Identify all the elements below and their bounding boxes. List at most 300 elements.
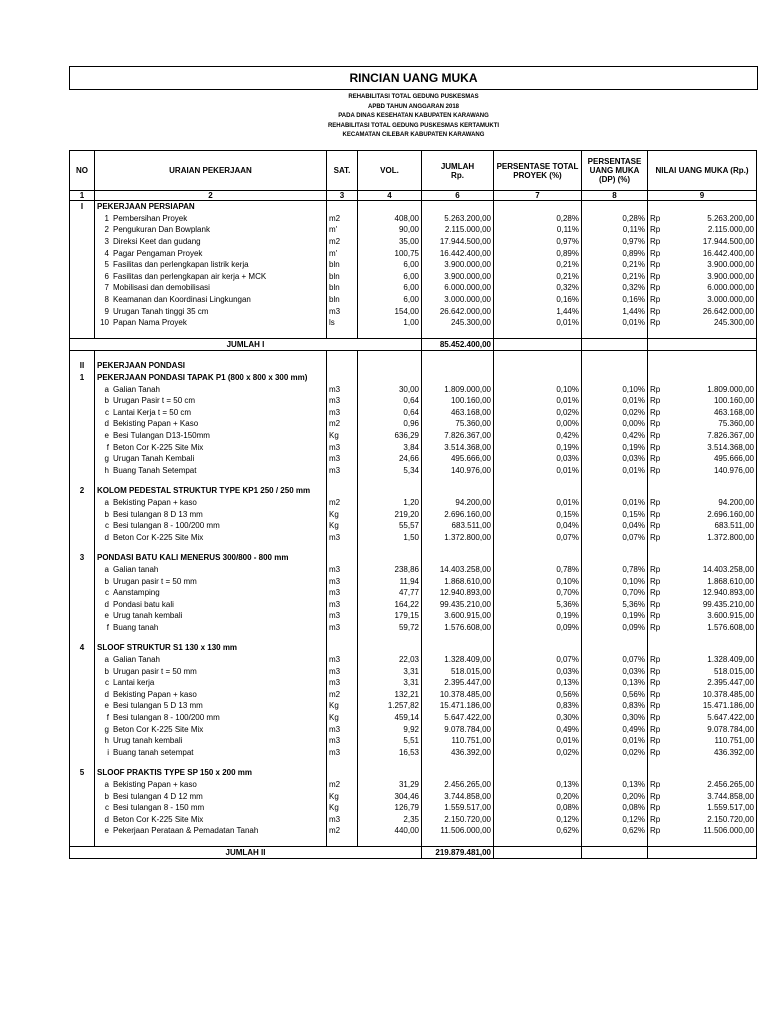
item-percent-dp: 1,44%: [582, 305, 648, 317]
item-amount: 16.442.400,00: [422, 247, 494, 259]
item-label: Buang tanah: [113, 622, 159, 632]
currency-label: Rp: [650, 419, 661, 429]
empty-cell: [70, 418, 95, 430]
item-label: Papan Nama Proyek: [113, 318, 187, 328]
currency-label: Rp: [650, 532, 661, 542]
item-unit: bln: [327, 282, 358, 294]
item-subnumber: g: [104, 454, 109, 464]
item-percent-dp: 0,62%: [582, 825, 648, 837]
empty-cell: [358, 633, 422, 642]
empty-cell: [70, 224, 95, 236]
empty-cell: [648, 485, 757, 497]
item-label: Besi tulangan 8 - 100/200 mm: [113, 521, 220, 531]
empty-cell: [494, 837, 582, 847]
empty-cell: [70, 247, 95, 259]
item-percent-dp: 0,10%: [582, 383, 648, 395]
item-percent-total: 0,21%: [494, 271, 582, 283]
item-amount: 14.403.258,00: [422, 564, 494, 576]
item-percent-total: 0,19%: [494, 441, 582, 453]
item-percent-dp: 0,30%: [582, 712, 648, 724]
item-amount: 5.647.422,00: [422, 712, 494, 724]
item-subnumber: d: [104, 814, 109, 824]
item-percent-dp: 0,21%: [582, 259, 648, 271]
item-percent-total: 0,00%: [494, 418, 582, 430]
item-label: Urug tanah kembali: [113, 736, 183, 746]
header-jumlah: [422, 151, 494, 191]
item-advance-value: [648, 747, 757, 759]
item-volume: 164,22: [358, 598, 422, 610]
advance-value: 2.696.160,00: [707, 509, 754, 519]
item-volume: 440,00: [358, 825, 422, 837]
empty-cell: [422, 837, 494, 847]
blank-row: [70, 476, 757, 485]
item-label: Besi tulangan 5 D 13 mm: [113, 701, 203, 711]
item-unit: m3: [327, 441, 358, 453]
item-subnumber: g: [104, 724, 109, 734]
item-percent-dp: 0,56%: [582, 689, 648, 701]
item-advance-value: [648, 802, 757, 814]
item-subnumber: c: [105, 588, 109, 598]
item-description: [95, 294, 327, 306]
empty-cell: [494, 758, 582, 767]
item-label: Bekisting Papan + kaso: [113, 689, 197, 699]
item-unit: m3: [327, 814, 358, 826]
item-volume: 459,14: [358, 712, 422, 724]
empty-cell: [494, 485, 582, 497]
empty-cell: [494, 329, 582, 339]
empty-cell: [648, 846, 757, 859]
item-unit: m3: [327, 575, 358, 587]
item-percent-total: 0,78%: [494, 564, 582, 576]
item-description: [95, 747, 327, 759]
table-header-row: [70, 151, 757, 191]
item-amount: 436.392,00: [422, 747, 494, 759]
table-row: [70, 665, 757, 677]
item-subnumber: a: [104, 655, 109, 665]
item-percent-dp: 0,97%: [582, 236, 648, 248]
section-title: PEKERJAAN PONDASI: [95, 360, 327, 372]
item-advance-value: [648, 654, 757, 666]
item-subnumber: h: [104, 465, 109, 475]
empty-cell: [70, 677, 95, 689]
item-advance-value: [648, 464, 757, 476]
item-amount: 1.576.608,00: [422, 622, 494, 634]
empty-cell: [70, 338, 422, 351]
item-percent-total: 0,20%: [494, 790, 582, 802]
item-description: [95, 395, 327, 407]
item-amount: 495.666,00: [422, 453, 494, 465]
advance-value: 683.511,00: [714, 521, 754, 531]
item-unit: m3: [327, 531, 358, 543]
table-row: [70, 677, 757, 689]
item-unit: Kg: [327, 520, 358, 532]
item-unit: m2: [327, 236, 358, 248]
item-percent-dp: 0,01%: [582, 497, 648, 509]
currency-label: Rp: [650, 701, 661, 711]
blank-row: [70, 837, 757, 847]
item-unit: Kg: [327, 430, 358, 442]
item-percent-total: 0,13%: [494, 677, 582, 689]
header-nilai: NILAI UANG MUKA (Rp.): [648, 151, 757, 191]
item-unit: m2: [327, 497, 358, 509]
item-subnumber: e: [104, 430, 109, 440]
currency-label: Rp: [650, 396, 661, 406]
currency-label: Rp: [650, 295, 661, 305]
item-unit: m2: [327, 213, 358, 225]
empty-cell: [358, 642, 422, 654]
item-advance-value: [648, 407, 757, 419]
item-percent-dp: 0,01%: [582, 464, 648, 476]
item-amount: 2.696.160,00: [422, 508, 494, 520]
blank-row: [70, 351, 757, 361]
item-unit: m3: [327, 610, 358, 622]
currency-label: Rp: [650, 430, 661, 440]
item-advance-value: [648, 700, 757, 712]
advance-value: 12.940.893,00: [702, 588, 754, 598]
item-subnumber: c: [105, 521, 109, 531]
item-advance-value: [648, 294, 757, 306]
empty-cell: [70, 464, 95, 476]
table-row: [70, 723, 757, 735]
item-percent-total: 0,13%: [494, 779, 582, 791]
item-amount: 3.900.000,00: [422, 271, 494, 283]
blank-row: [70, 758, 757, 767]
item-percent-dp: 0,02%: [582, 407, 648, 419]
currency-label: Rp: [650, 465, 661, 475]
item-subnumber: 1: [104, 213, 109, 223]
item-advance-value: [648, 587, 757, 599]
item-subnumber: d: [104, 599, 109, 609]
advance-value: 3.514.368,00: [707, 442, 754, 452]
column-number: 8: [582, 191, 648, 201]
row-number: II: [70, 360, 95, 372]
item-amount: 12.940.893,00: [422, 587, 494, 599]
section-title: PONDASI BATU KALI MENERUS 300/800 - 800 mm: [95, 552, 327, 564]
item-description: [95, 575, 327, 587]
empty-cell: [70, 476, 95, 485]
empty-cell: [70, 383, 95, 395]
currency-label: Rp: [650, 588, 661, 598]
currency-label: Rp: [650, 318, 661, 328]
item-label: Bekisting Papan + Kaso: [113, 419, 199, 429]
item-percent-total: 0,56%: [494, 689, 582, 701]
item-description: [95, 598, 327, 610]
empty-cell: [358, 543, 422, 552]
item-percent-dp: 0,03%: [582, 665, 648, 677]
blank-row: [70, 543, 757, 552]
empty-cell: [70, 654, 95, 666]
advance-value: 15.471.186,00: [702, 701, 754, 711]
item-amount: 100.160,00: [422, 395, 494, 407]
item-description: [95, 564, 327, 576]
item-label: Lantai Kerja t = 50 cm: [113, 407, 192, 417]
item-percent-total: 0,70%: [494, 587, 582, 599]
empty-cell: [582, 329, 648, 339]
advance-value: 245.300,00: [713, 318, 754, 328]
item-description: [95, 213, 327, 225]
item-unit: m3: [327, 665, 358, 677]
empty-cell: [70, 497, 95, 509]
table-row: [70, 712, 757, 724]
advance-value: 14.403.258,00: [702, 564, 754, 574]
item-percent-dp: 5,36%: [582, 598, 648, 610]
item-volume: 0,64: [358, 407, 422, 419]
currency-label: Rp: [650, 564, 661, 574]
item-volume: 132,21: [358, 689, 422, 701]
item-unit: m3: [327, 723, 358, 735]
item-percent-dp: 0,89%: [582, 247, 648, 259]
item-amount: 3.514.368,00: [422, 441, 494, 453]
item-advance-value: [648, 622, 757, 634]
item-subnumber: d: [104, 419, 109, 429]
empty-cell: [648, 338, 757, 351]
item-subnumber: e: [104, 701, 109, 711]
item-subnumber: a: [104, 384, 109, 394]
section-row: [70, 767, 757, 779]
item-subnumber: e: [104, 611, 109, 621]
empty-cell: [95, 329, 327, 339]
empty-cell: [70, 735, 95, 747]
empty-cell: [358, 552, 422, 564]
item-subnumber: 4: [104, 248, 109, 258]
item-percent-dp: 0,04%: [582, 520, 648, 532]
empty-cell: [70, 407, 95, 419]
item-label: Buang tanah setempat: [113, 747, 194, 757]
empty-cell: [582, 372, 648, 384]
table-row: [70, 497, 757, 509]
table-row: [70, 700, 757, 712]
item-percent-total: 0,01%: [494, 395, 582, 407]
empty-cell: [327, 543, 358, 552]
empty-cell: [327, 758, 358, 767]
item-subnumber: 6: [104, 271, 109, 281]
item-subnumber: d: [104, 689, 109, 699]
section-row: [70, 201, 757, 213]
table-row: [70, 247, 757, 259]
item-amount: 10.378.485,00: [422, 689, 494, 701]
advance-value: 9.078.784,00: [707, 724, 754, 734]
table-row: [70, 598, 757, 610]
advance-value: 3.744.858,00: [707, 791, 754, 801]
item-advance-value: [648, 453, 757, 465]
item-percent-dp: 0,02%: [582, 747, 648, 759]
currency-label: Rp: [650, 655, 661, 665]
item-percent-total: 0,15%: [494, 508, 582, 520]
empty-cell: [95, 633, 327, 642]
item-unit: m2: [327, 418, 358, 430]
item-subnumber: f: [106, 442, 109, 452]
item-volume: 3,84: [358, 441, 422, 453]
advance-value: 75.360,00: [718, 419, 754, 429]
currency-label: Rp: [650, 237, 661, 247]
item-volume: 16,53: [358, 747, 422, 759]
empty-cell: [70, 622, 95, 634]
item-description: [95, 317, 327, 329]
table-row: [70, 689, 757, 701]
column-number: 3: [327, 191, 358, 201]
empty-cell: [327, 476, 358, 485]
item-percent-total: 0,03%: [494, 453, 582, 465]
item-percent-total: 0,01%: [494, 735, 582, 747]
item-label: Beton Cor K-225 Site Mix: [113, 724, 204, 734]
item-amount: 463.168,00: [422, 407, 494, 419]
empty-cell: [70, 598, 95, 610]
section-row: [70, 360, 757, 372]
advance-value: 110.751,00: [714, 736, 754, 746]
item-volume: 55,57: [358, 520, 422, 532]
currency-label: Rp: [650, 814, 661, 824]
empty-cell: [70, 259, 95, 271]
item-unit: m3: [327, 587, 358, 599]
item-description: [95, 224, 327, 236]
item-unit: m': [327, 247, 358, 259]
item-subnumber: b: [104, 666, 109, 676]
empty-cell: [582, 476, 648, 485]
empty-cell: [327, 485, 358, 497]
item-percent-total: 0,19%: [494, 610, 582, 622]
advance-value: 3.900.000,00: [707, 271, 754, 281]
advance-value: 1.328.409,00: [707, 655, 754, 665]
empty-cell: [327, 767, 358, 779]
item-label: Urugan pasir t = 50 mm: [113, 666, 197, 676]
empty-cell: [422, 758, 494, 767]
item-description: [95, 665, 327, 677]
item-description: [95, 305, 327, 317]
advance-value: 2.456.265,00: [707, 780, 754, 790]
item-label: Fasilitas dan perlengkapan air kerja + MCK: [113, 271, 267, 281]
item-description: [95, 723, 327, 735]
item-advance-value: [648, 689, 757, 701]
item-volume: 22,03: [358, 654, 422, 666]
table-row: [70, 395, 757, 407]
section-row: [70, 642, 757, 654]
currency-label: Rp: [650, 497, 661, 507]
currency-label: Rp: [650, 225, 661, 235]
advance-value: 3.000.000,00: [707, 295, 754, 305]
item-description: [95, 825, 327, 837]
item-description: [95, 453, 327, 465]
total-row: [70, 846, 757, 859]
item-percent-dp: 0,20%: [582, 790, 648, 802]
item-amount: 2.395.447,00: [422, 677, 494, 689]
table-row: [70, 747, 757, 759]
item-percent-dp: 0,19%: [582, 610, 648, 622]
column-number: 7: [494, 191, 582, 201]
item-volume: 126,79: [358, 802, 422, 814]
item-amount: 2.456.265,00: [422, 779, 494, 791]
item-volume: 6,00: [358, 282, 422, 294]
item-unit: bln: [327, 271, 358, 283]
empty-cell: [422, 767, 494, 779]
currency-label: Rp: [650, 791, 661, 801]
item-label: Pagar Pengaman Proyek: [113, 248, 203, 258]
empty-cell: [582, 338, 648, 351]
section-title: PEKERJAAN PONDASI TAPAK P1 (800 x 800 x 300 mm): [95, 372, 327, 384]
empty-cell: [70, 837, 95, 847]
item-advance-value: [648, 497, 757, 509]
advance-value: 10.378.485,00: [702, 689, 754, 699]
item-percent-total: 0,01%: [494, 497, 582, 509]
item-description: [95, 802, 327, 814]
item-advance-value: [648, 677, 757, 689]
item-advance-value: [648, 564, 757, 576]
total-amount: 219.879.481,00: [422, 846, 494, 859]
empty-cell: [358, 767, 422, 779]
item-advance-value: [648, 305, 757, 317]
empty-cell: [358, 476, 422, 485]
item-percent-dp: 0,15%: [582, 508, 648, 520]
item-advance-value: [648, 610, 757, 622]
item-percent-dp: 0,78%: [582, 564, 648, 576]
empty-cell: [648, 329, 757, 339]
item-label: Urugan Pasir t = 50 cm: [113, 396, 196, 406]
item-label: Bekisting Papan + kaso: [113, 780, 197, 790]
item-unit: bln: [327, 259, 358, 271]
item-label: Buang Tanah Setempat: [113, 465, 197, 475]
table-row: [70, 575, 757, 587]
item-label: Pengukuran Dan Bowplank: [113, 225, 210, 235]
column-number-row: [70, 191, 757, 201]
table-row: [70, 213, 757, 225]
item-percent-total: 0,83%: [494, 700, 582, 712]
item-unit: m3: [327, 464, 358, 476]
table-row: [70, 531, 757, 543]
advance-value: 11.506.000,00: [703, 826, 754, 836]
empty-cell: [70, 665, 95, 677]
item-percent-dp: 0,32%: [582, 282, 648, 294]
item-volume: 31,29: [358, 779, 422, 791]
empty-cell: [582, 633, 648, 642]
empty-cell: [494, 372, 582, 384]
item-description: [95, 259, 327, 271]
item-subnumber: c: [105, 678, 109, 688]
advance-value: 5.263.200,00: [707, 213, 754, 223]
item-unit: m3: [327, 453, 358, 465]
empty-cell: [648, 351, 757, 361]
item-description: [95, 622, 327, 634]
item-percent-dp: 0,21%: [582, 271, 648, 283]
item-subnumber: i: [107, 747, 109, 757]
currency-label: Rp: [650, 283, 661, 293]
item-volume: 179,15: [358, 610, 422, 622]
item-subnumber: 10: [100, 318, 109, 328]
empty-cell: [582, 552, 648, 564]
advance-value: 2.395.447,00: [707, 678, 754, 688]
item-amount: 683.511,00: [422, 520, 494, 532]
currency-label: Rp: [650, 736, 661, 746]
currency-label: Rp: [650, 306, 661, 316]
item-percent-total: 0,28%: [494, 213, 582, 225]
item-subnumber: h: [104, 736, 109, 746]
item-amount: 3.900.000,00: [422, 259, 494, 271]
item-label: Galian Tanah: [113, 655, 160, 665]
empty-cell: [494, 351, 582, 361]
empty-cell: [582, 642, 648, 654]
subtitle-line-4: REHABILITASI TOTAL GEDUNG PUSKESMAS KERTAMUKTI: [327, 123, 500, 129]
advance-value: 436.392,00: [713, 747, 754, 757]
item-subnumber: a: [104, 780, 109, 790]
item-subnumber: c: [105, 407, 109, 417]
item-advance-value: [648, 247, 757, 259]
section-row: [70, 372, 757, 384]
item-unit: m2: [327, 689, 358, 701]
item-volume: 238,86: [358, 564, 422, 576]
item-percent-total: 0,10%: [494, 383, 582, 395]
currency-label: Rp: [650, 713, 661, 723]
item-unit: m': [327, 224, 358, 236]
empty-cell: [70, 453, 95, 465]
item-advance-value: [648, 213, 757, 225]
